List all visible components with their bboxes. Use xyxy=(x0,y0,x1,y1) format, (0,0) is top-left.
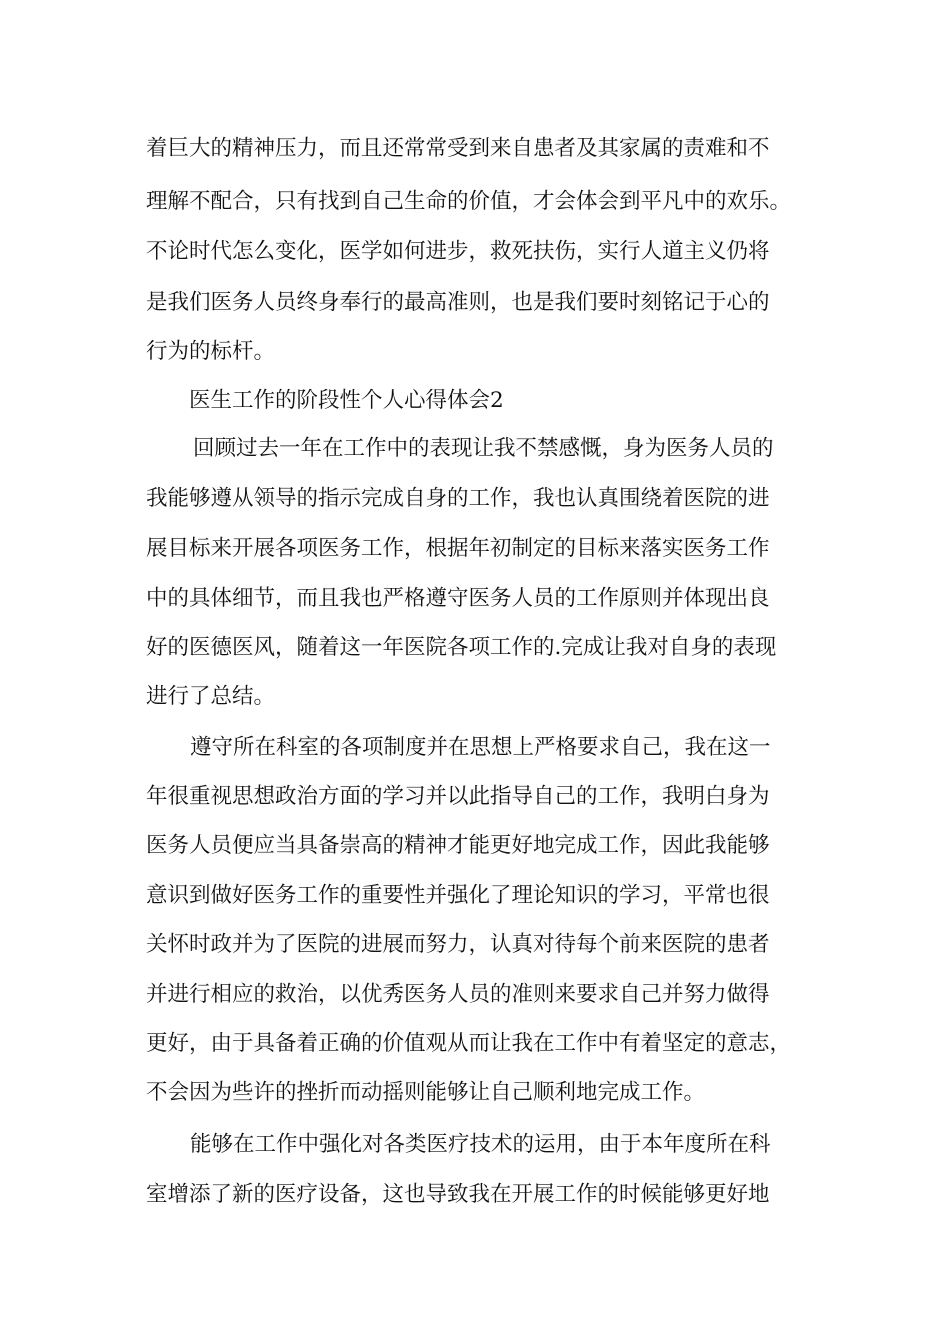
text-line: 回顾过去一年在工作中的表现让我不禁感慨，身为医务人员的 xyxy=(193,436,774,461)
text-line: 好的医德医风，随着这一年医院各项工作的.完成让我对自身的表现 xyxy=(146,635,777,660)
text-line: 行为的标杆。 xyxy=(146,339,276,364)
text-line: 我能够遵从领导的指示完成自身的工作，我也认真围绕着医院的进 xyxy=(146,486,770,511)
text-line: 能够在工作中强化对各类医疗技术的运用，由于本年度所在科 xyxy=(190,1132,771,1157)
text-line: 关怀时政并为了医院的进展而努力，认真对待每个前来医院的患者 xyxy=(146,932,770,957)
text-line: 展目标来开展各项医务工作，根据年初制定的目标来落实医务工作 xyxy=(146,536,770,561)
text-line: 理解不配合，只有找到自己生命的价值，才会体会到平凡中的欢乐。 xyxy=(146,189,792,214)
text-line: 遵守所在科室的各项制度并在思想上严格要求自己，我在这一 xyxy=(190,735,771,760)
text-line: 室增添了新的医疗设备，这也导致我在开展工作的时候能够更好地 xyxy=(146,1182,770,1207)
text-line: 中的具体细节，而且我也严格遵守医务人员的工作原则并体现出良 xyxy=(146,586,770,611)
text-line: 年很重视思想政治方面的学习并以此指导自己的工作，我明白身为 xyxy=(146,784,770,809)
text-line: 更好，由于具备着正确的价值观从而让我在工作中有着坚定的意志， xyxy=(146,1031,792,1056)
text-line: 意识到做好医务工作的重要性并强化了理论知识的学习，平常也很 xyxy=(146,883,770,908)
text-line: 医务人员便应当具备崇高的精神才能更好地完成工作，因此我能够 xyxy=(146,833,770,858)
text-line: 不会因为些许的挫折而动摇则能够让自己顺利地完成工作。 xyxy=(146,1080,706,1105)
text-line: 不论时代怎么变化，医学如何进步，救死扶伤，实行人道主义仍将 xyxy=(146,239,770,264)
text-line: 进行了总结。 xyxy=(146,684,276,709)
text-line: 着巨大的精神压力，而且还常常受到来自患者及其家属的责难和不 xyxy=(146,136,770,161)
text-line: 是我们医务人员终身奉行的最高准则，也是我们要时刻铭记于心的 xyxy=(146,290,770,315)
section-heading: 医生工作的阶段性个人心得体会2 xyxy=(189,388,504,413)
text-line: 并进行相应的救治，以优秀医务人员的准则来要求自己并努力做得 xyxy=(146,982,770,1007)
